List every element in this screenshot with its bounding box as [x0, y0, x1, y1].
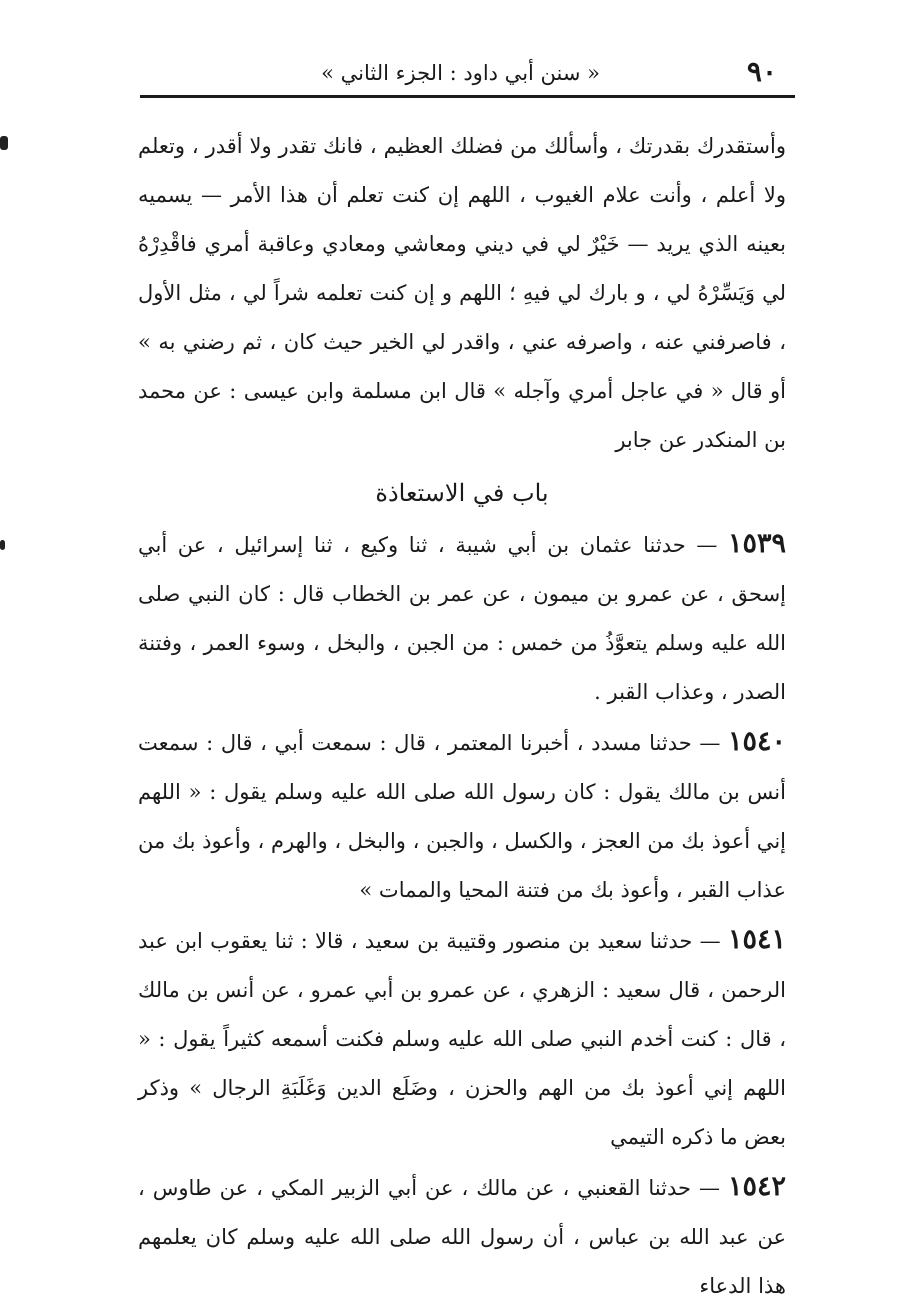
running-title: « سنن أبي داود : الجزء الثاني »	[321, 61, 600, 85]
hadith-paragraph	[138, 915, 786, 1162]
section-heading: باب في الاستعاذة	[375, 479, 549, 507]
page-header	[140, 52, 795, 94]
hadith-number: ١٥٤٢	[727, 1171, 786, 1202]
hadith-number: ١٥٣٩	[727, 528, 786, 559]
scan-mark	[0, 540, 5, 550]
paragraph-text: — حدثنا سعيد بن منصور وقتيبة بن سعيد ، قالا : ثنا يعقوب ابن عبد الرحمن ، قال سعيد : الزهري ، عن عمرو بن أبي عمرو ، عن أنس بن مالك ، قال : كنت أخدم النبي صلى الله عليه وسلم فكنت أسمعه كثيراً يقول : « اللهم إني أعوذ بك من الهم والحزن ، وضَلَع الدين وَغَلَبَةِ الرجال » وذكر بعض ما ذكره التيمي	[138, 929, 786, 1149]
hadith-number: ١٥٤٠	[727, 726, 786, 757]
page-number: ٩٠	[746, 55, 777, 88]
header-rule	[140, 95, 795, 98]
paragraph-text: وأستقدرك بقدرتك ، وأسألك من فضلك العظيم ، فانك تقدر ولا أقدر ، وتعلم ولا أعلم ، وأنت علام الغيوب ، اللهم إن كنت تعلم أن هذا الأمر — يسميه بعينه الذي يريد — خَيْرٌ لي في ديني ومعاشي ومعادي وعاقبة أمري فاقْدِرْهُ لي وَيَسِّرْهُ لي ، و بارك لي فيهِ ؛ اللهم و إن كنت تعلمه شراً لي ، مثل الأول ، فاصرفني عنه ، واصرفه عني ، واقدر لي الخير حيث كان ، ثم رضني به » أو قال « في عاجل أمري وآجله » قال ابن مسلمة وابن عيسى : عن محمد بن المنكدر عن جابر	[138, 134, 786, 452]
paragraph-text: — حدثنا مسدد ، أخبرنا المعتمر ، قال : سمعت أبي ، قال : سمعت أنس بن مالك يقول : كان رسول الله صلى الله عليه وسلم يقول : « اللهم إني أعوذ بك من العجز ، والكسل ، والجبن ، والبخل ، والهرم ، وأعوذ بك من عذاب القبر ، وأعوذ بك من فتنة المحيا والممات »	[138, 731, 786, 902]
hadith-paragraph	[138, 717, 786, 915]
paragraph-continued	[138, 122, 786, 465]
hadith-number: ١٥٤١	[727, 924, 786, 955]
main-text	[138, 122, 786, 1311]
hadith-paragraph	[138, 1162, 786, 1311]
paragraph-text: — حدثنا القعنبي ، عن مالك ، عن أبي الزبير المكي ، عن طاوس ، عن عبد الله بن عباس ، أن رسول الله صلى الله عليه وسلم كان يعلمهم هذا الدعاء	[138, 1176, 786, 1298]
paragraph-text: — حدثنا عثمان بن أبي شيبة ، ثنا وكيع ، ثنا إسرائيل ، عن أبي إسحق ، عن عمرو بن ميمون ، عن عمر بن الخطاب قال : كان النبي صلى الله عليه وسلم يتعوَّذُ من خمس : من الجبن ، والبخل ، وسوء العمر ، وفتنة الصدر ، وعذاب القبر .	[138, 533, 787, 704]
scan-mark	[0, 136, 8, 150]
hadith-paragraph	[138, 519, 786, 717]
